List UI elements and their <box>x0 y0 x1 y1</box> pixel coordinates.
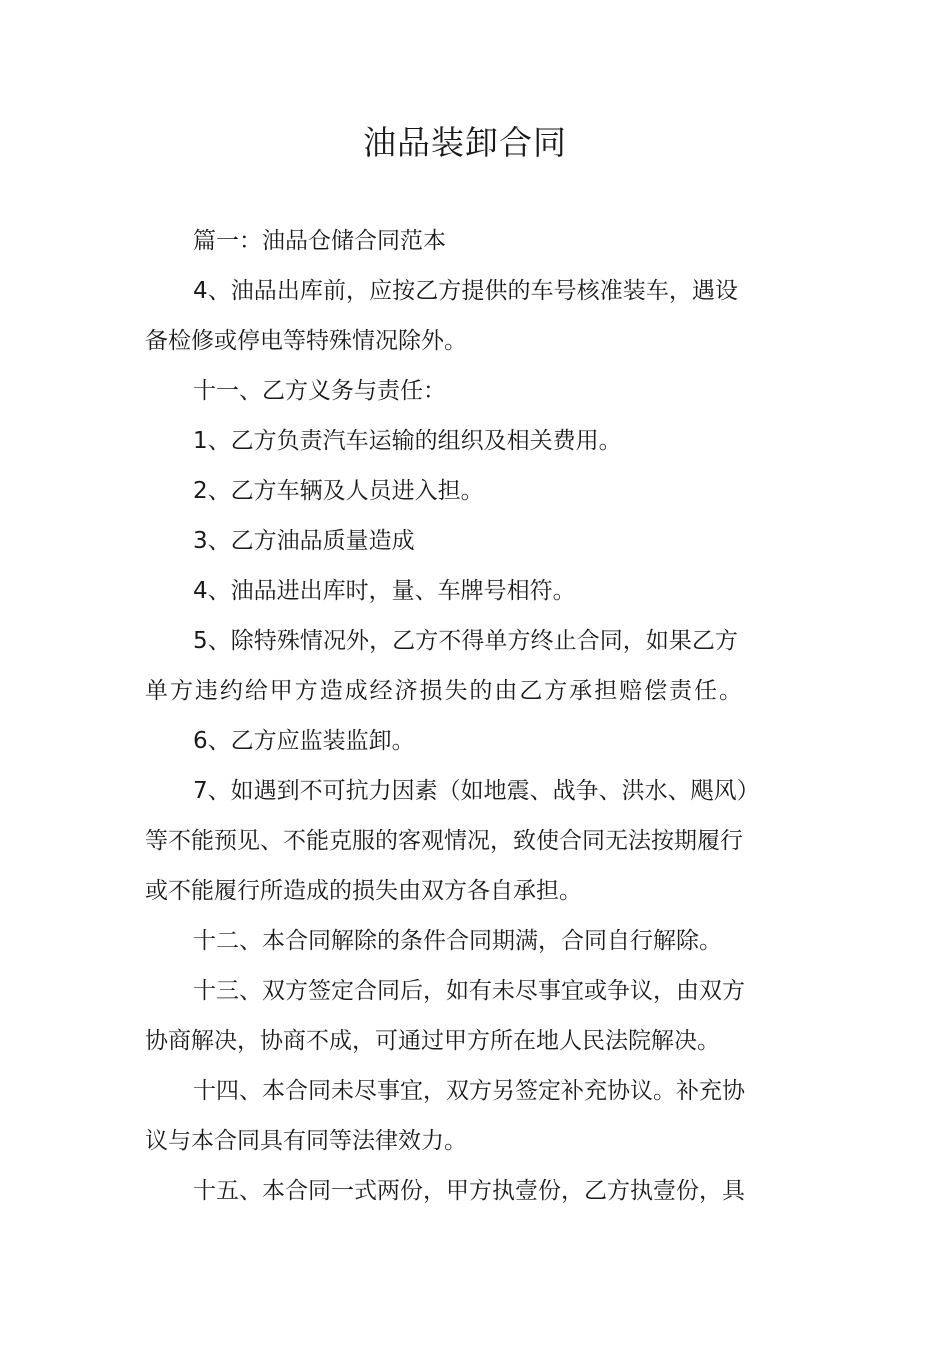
clause-7-line-3: 或不能履行所造成的损失由双方各自承担。 <box>145 878 582 904</box>
article-12: 十二、本合同解除的条件合同期满，合同自行解除。 <box>193 928 722 954</box>
article-14-line-1: 十四、本合同未尽事宜，双方另签定补充协议。补充协 <box>193 1078 745 1104</box>
clause-1-transport: 1、乙方负责汽车运输的组织及相关费用。 <box>193 428 622 454</box>
article-13-line-1: 十三、双方签定合同后，如有未尽事宜或争议，由双方 <box>193 978 745 1004</box>
clause-6-supervision: 6、乙方应监装监卸。 <box>193 728 415 754</box>
clause-7-line-1: 7、如遇到不可抗力因素（如地震、战争、洪水、飓风） <box>193 778 760 804</box>
document-title: 油品装卸合同 <box>363 123 567 162</box>
clause-4-outbound-line-2: 备检修或停电等特殊情况除外。 <box>145 328 467 354</box>
article-14-line-2: 议与本合同具有同等法律效力。 <box>145 1128 467 1154</box>
clause-5-line-2: 单方违约给甲方造成经济损失的由乙方承担赔偿责任。 <box>145 678 742 704</box>
clause-5-line-1: 5、除特殊情况外，乙方不得单方终止合同，如果乙方 <box>193 628 738 654</box>
clause-4-inout: 4、油品进出库时，量、车牌号相符。 <box>193 578 576 604</box>
article-11-heading: 十一、乙方义务与责任： <box>193 378 446 404</box>
article-15-line-1: 十五、本合同一式两份，甲方执壹份，乙方执壹份，具 <box>193 1178 745 1204</box>
article-13-line-2: 协商解决，协商不成，可通过甲方所在地人民法院解决。 <box>145 1028 720 1054</box>
section-heading-part-one: 篇一：油品仓储合同范本 <box>193 228 446 254</box>
clause-2-vehicles: 2、乙方车辆及人员进入担。 <box>193 478 484 504</box>
clause-7-line-2: 等不能预见、不能克服的客观情况，致使合同无法按期履行 <box>145 828 743 854</box>
clause-3-quality: 3、乙方油品质量造成 <box>193 528 415 554</box>
clause-4-outbound-line-1: 4、油品出库前，应按乙方提供的车号核准装车，遇设 <box>193 278 738 304</box>
